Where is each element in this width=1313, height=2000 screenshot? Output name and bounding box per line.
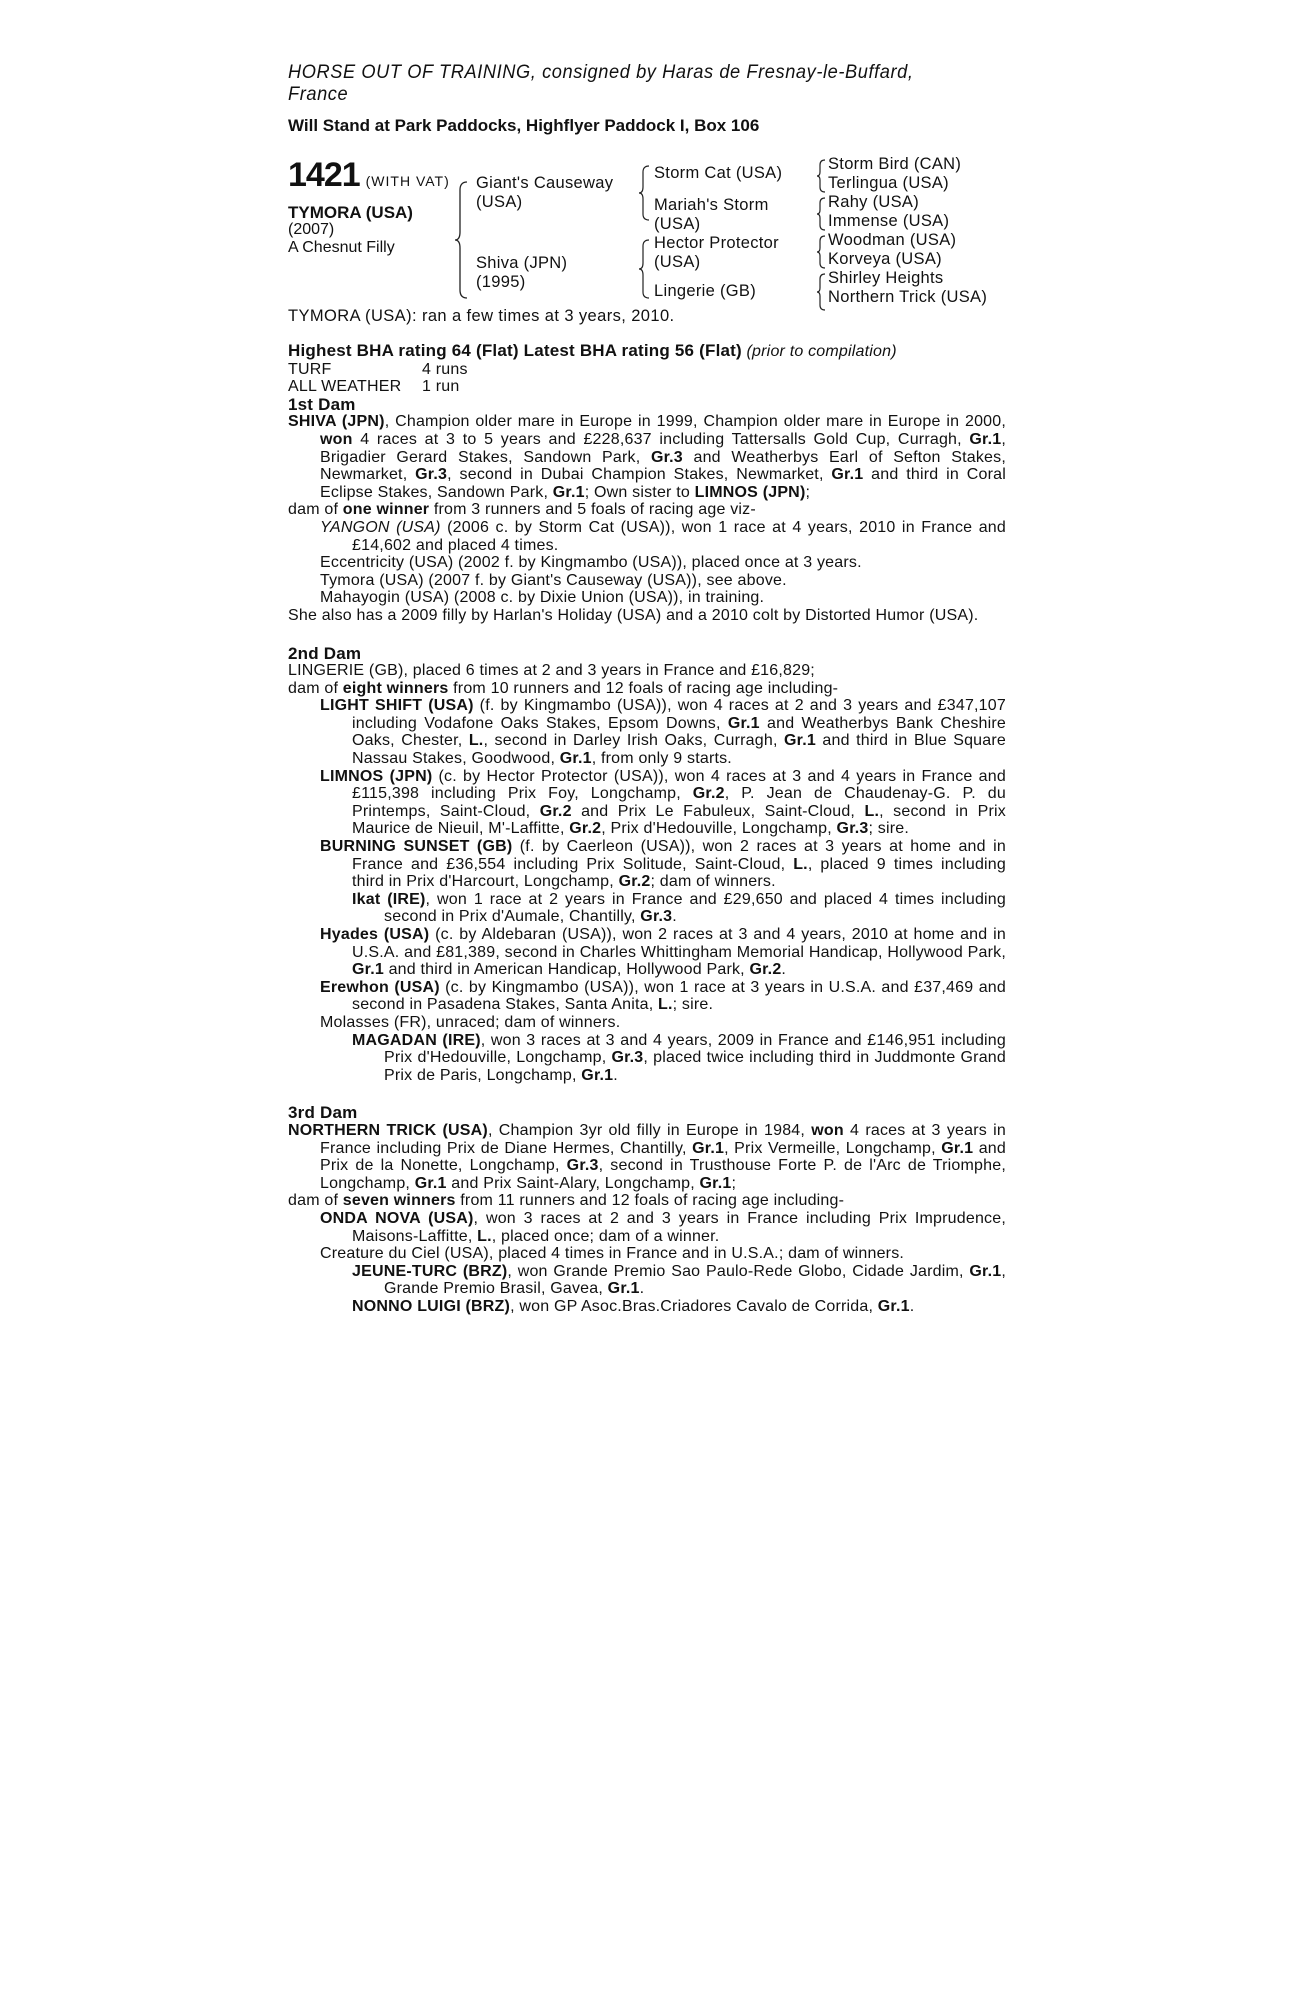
produce-item: ONDA NOVA (USA), won 3 races at 2 and 3 years in France including Prix Imprudence, Maisons-Laffitte, L., placed once; dam of a winner. xyxy=(320,1209,1006,1245)
great-grandsires: Storm Bird (CAN) Terlingua (USA) Rahy (USA) Immense (USA) Woodman (USA) Korveya (USA) Shirley Heights Northern Trick (USA) xyxy=(828,155,988,306)
brace-icon xyxy=(638,164,650,222)
horse-year: (2007) xyxy=(288,221,335,239)
lot-number: 1421 xyxy=(288,156,360,194)
produce-item: Molasses (FR), unraced; dam of winners. xyxy=(320,1013,621,1031)
dam-dam: Lingerie (GB) xyxy=(654,282,757,300)
produce-item: MAGADAN (IRE), won 3 races at 3 and 4 years, 2009 in France and £146,951 including Prix d'Hedouville, Longchamp, Gr.3, placed twice including third in Juddmonte Grand Prix de Paris, Longchamp, Gr.1. xyxy=(352,1031,1006,1084)
sire-dam: Mariah's Storm (USA) xyxy=(654,196,769,233)
produce-item: Hyades (USA) (c. by Aldebaran (USA)), won 2 races at 3 and 4 years, 2010 at home and in U.S.A. and £81,389, second in Charles Whittingham Memorial Handicap, Hollywood Park, Gr.1 and third in American Handicap, Hollywood Park, Gr.2. xyxy=(320,926,1006,979)
produce-item: Tymora (USA) (2007 f. by Giant's Causeway (USA)), see above. xyxy=(320,571,787,589)
first-dam-heading: 1st Dam xyxy=(288,394,356,414)
produce-item: Creature du Ciel (USA), placed 4 times in France and in U.S.A.; dam of winners. xyxy=(320,1245,905,1263)
brace-icon xyxy=(816,158,826,194)
brace-icon xyxy=(816,272,826,312)
produce-item: JEUNE-TURC (BRZ), won Grande Premio Sao Paulo-Rede Globo, Cidade Jardim, Gr.1, Grande Premio Brasil, Gavea, Gr.1. xyxy=(352,1262,1006,1298)
horse-description: A Chesnut Filly xyxy=(288,238,395,256)
first-dam-entry: SHIVA (JPN), Champion older mare in Europe in 1999, Champion older mare in Europe in 2000, won 4 races at 3 to 5 years and £228,637 including Tattersalls Gold Cup, Curragh, Gr.1, Brigadier Gerard Stakes, Sandown Park, Gr.3 and Weatherbys Earl of Sefton Stakes, Newmarket, Gr.3, second in Dubai Champion Stakes, Newmarket, Gr.1 and third in Coral Eclipse Stakes, Sandown Park, Gr.1; Own sister to LIMNOS (JPN); xyxy=(288,413,1007,501)
produce-item: Mahayogin (USA) (2008 c. by Dixie Union (USA)), in training. xyxy=(320,589,765,607)
dam-sire: Hector Protector (USA) xyxy=(654,234,779,271)
second-dam-intro: LINGERIE (GB), placed 6 times at 2 and 3 years in France and £16,829; xyxy=(288,662,815,680)
turf-row: TURF 4 runs xyxy=(288,360,468,378)
sire-name: Giant's Causeway (USA) xyxy=(476,174,614,211)
aw-row: ALL WEATHER 1 run xyxy=(288,378,460,396)
first-dam-also: She also has a 2009 filly by Harlan's Holiday (USA) and a 2010 colt by Distorted Humor (USA). xyxy=(288,606,979,624)
third-dam-entry: NORTHERN TRICK (USA), Champion 3yr old filly in Europe in 1984, won 4 races at 3 years in France including Prix de Diane Hermes, Chantilly, Gr.1, Prix Vermeille, Longchamp, Gr.1 and Prix de la Nonette, Longchamp, Gr.3, second in Trusthouse Forte P. de l'Arc de Triomphe, Longchamp, Gr.1 and Prix Saint-Alary, Longchamp, Gr.1; xyxy=(288,1121,1007,1192)
lot-heading xyxy=(288,156,450,195)
produce-item: Erewhon (USA) (c. by Kingmambo (USA)), won 1 race at 3 years in U.S.A. and £37,469 and second in Pasadena Stakes, Santa Anita, L.; sire. xyxy=(320,978,1007,1014)
dam-name: Shiva (JPN) (1995) xyxy=(476,254,568,291)
produce-item: LIGHT SHIFT (USA) (f. by Kingmambo (USA)), won 4 races at 2 and 3 years and £347,107 including Vodafone Oaks Stakes, Epsom Downs, Gr.1 and Weatherbys Bank Cheshire Oaks, Chester, L., second in Darley Irish Oaks, Curragh, Gr.1 and third in Blue Square Nassau Stakes, Goodwood, Gr.1, from only 9 starts. xyxy=(320,697,1006,768)
produce-item: YANGON (USA) (2006 c. by Storm Cat (USA)), won 1 race at 4 years, 2010 in France and £14,602 and placed 4 times. xyxy=(320,518,1006,554)
produce-item: Eccentricity (USA) (2002 f. by Kingmambo (USA)), placed once at 3 years. xyxy=(320,554,862,572)
produce-item: Ikat (IRE), won 1 race at 2 years in France and £29,650 and placed 4 times including second in Prix d'Aumale, Chantilly, Gr.3. xyxy=(352,890,1007,926)
produce-item: LIMNOS (JPN) (c. by Hector Protector (USA)), won 4 races at 3 and 4 years in France and £115,398 including Prix Foy, Longchamp, Gr.2, P. Jean de Chaudenay-G. P. du Printemps, Saint-Cloud, Gr.2 and Prix Le Fabuleux, Saint-Cloud, L., second in Prix Maurice de Nieuil, M'-Laffitte, Gr.2, Prix d'Hedouville, Longchamp, Gr.3; sire. xyxy=(320,767,1006,838)
third-dam-heading: 3rd Dam xyxy=(288,1103,358,1123)
vat-label: (WITH VAT) xyxy=(365,173,450,189)
produce-item: NONNO LUIGI (BRZ), won GP Asoc.Bras.Criadores Cavalo de Corrida, Gr.1. xyxy=(352,1297,915,1315)
second-dam-heading: 2nd Dam xyxy=(288,643,362,663)
race-summary: TYMORA (USA): ran a few times at 3 years, 2010. xyxy=(288,307,675,325)
produce-item: BURNING SUNSET (GB) (f. by Caerleon (USA)), won 2 races at 3 years at home and in France and £36,554 including Prix Solitude, Saint-Cloud, L., placed 9 times including third in Prix d'Harcourt, Longchamp, Gr.2; dam of winners. xyxy=(320,838,1006,891)
page-title: HORSE OUT OF TRAINING, consigned by Haras de Fresnay-le-Buffard, France xyxy=(288,62,914,105)
third-dam-produce-intro: dam of seven winners from 11 runners and 12 foals of racing age including- xyxy=(288,1192,845,1210)
ratings-note: (prior to compilation) xyxy=(746,343,897,360)
brace-icon xyxy=(816,196,826,232)
brace-icon xyxy=(454,180,468,300)
stand-location: Will Stand at Park Paddocks, Highflyer Paddock I, Box 106 xyxy=(288,116,760,135)
second-dam-produce-intro: dam of eight winners from 10 runners and 12 foals of racing age including- xyxy=(288,679,839,697)
catalogue-body xyxy=(288,342,1006,1315)
brace-icon xyxy=(638,238,650,300)
first-dam-produce-intro: dam of one winner from 3 runners and 5 foals of racing age viz- xyxy=(288,501,756,519)
horse-info xyxy=(288,204,413,256)
horse-name: TYMORA (USA) xyxy=(288,203,413,222)
ratings-heading: Highest BHA rating 64 (Flat) Latest BHA rating 56 (Flat) xyxy=(288,341,742,360)
sire-sire: Storm Cat (USA) xyxy=(654,164,783,182)
brace-icon xyxy=(816,234,826,270)
